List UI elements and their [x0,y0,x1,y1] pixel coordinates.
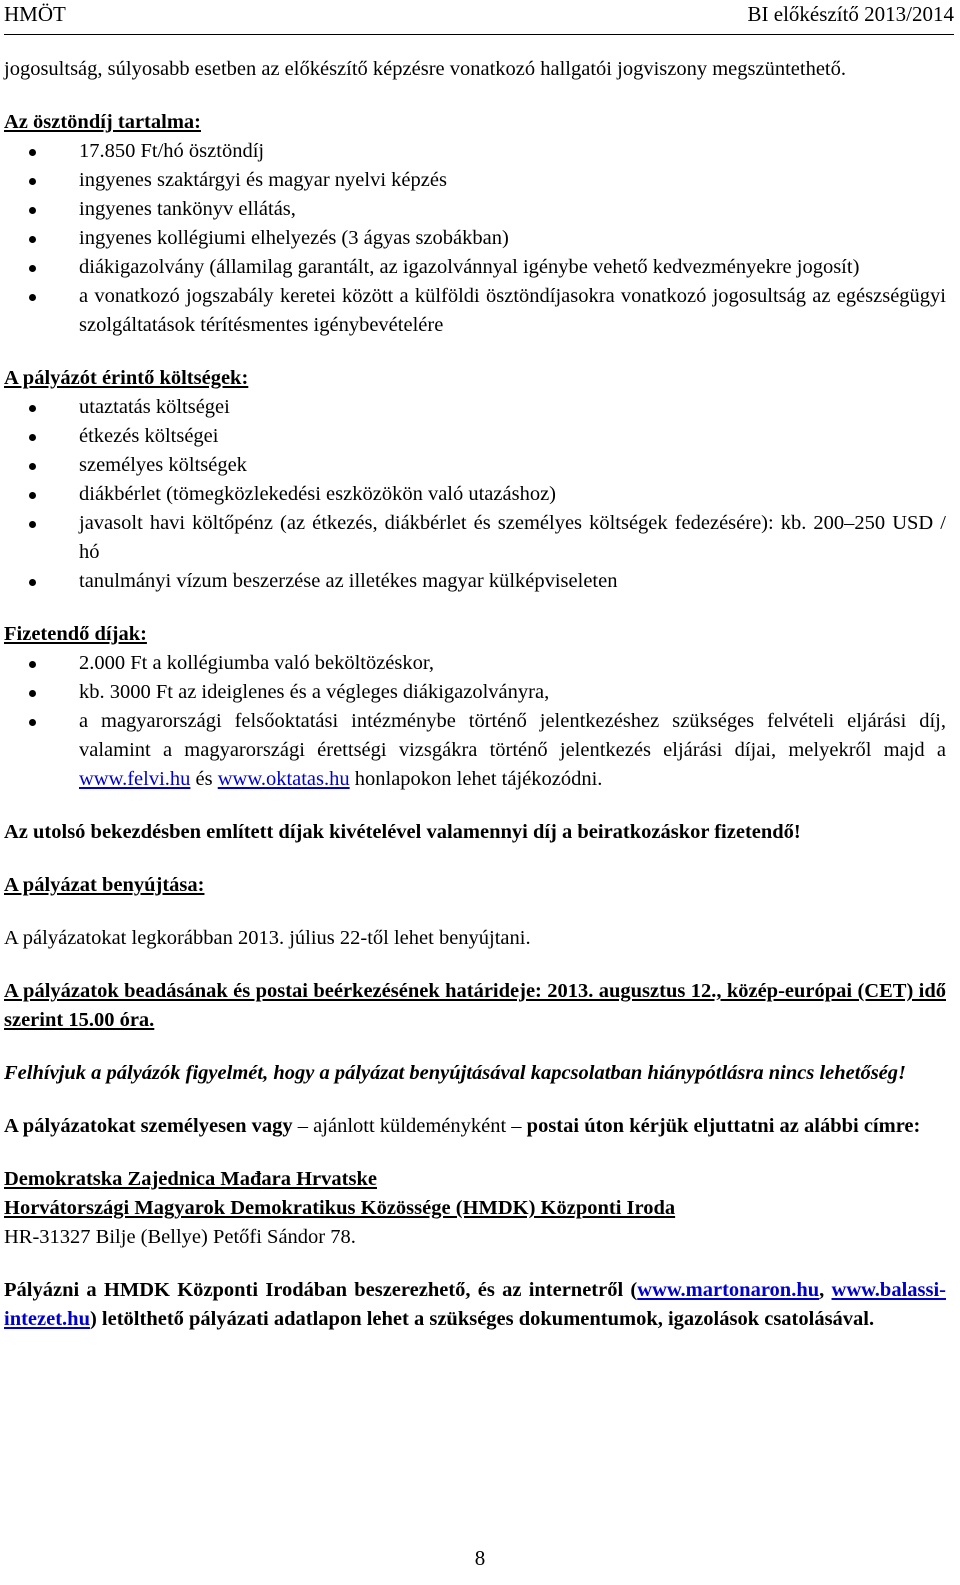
martonaron-link[interactable]: www.martonaron.hu [637,1279,820,1301]
final-paragraph [4,1276,946,1334]
send-part-3: postai úton kérjük eljuttatni az alábbi címre: [526,1115,921,1137]
send-part-2: – ajánlott küldeményként – [297,1115,522,1137]
header-left: HMÖT [4,2,66,26]
list-item: személyes költségek [4,451,946,480]
list-item: utaztatás költségei [4,393,946,422]
fees-item-between: és [195,768,213,790]
felvi-link[interactable]: www.felvi.hu [79,768,191,790]
final-part-1: Pályázni a HMDK Központi Irodában beszerezhető, és az internetről ( [4,1279,638,1301]
submission-earliest: A pályázatokat legkorábban 2013. július 22-től lehet benyújtani. [4,927,531,949]
submission-instructions [4,1112,946,1141]
list-item: diákigazolvány (államilag garantált, az igazolvánnyal igénybe vehető kedvezményekre jogosít) [4,253,946,282]
page-header [4,0,954,35]
list-item: 2.000 Ft a kollégiumba való beköltözéskor, [4,649,946,678]
submission-heading: A pályázat benyújtása: [4,874,205,896]
costs-heading: A pályázót érintő költségek: [4,367,249,389]
document-body [4,55,946,1334]
list-item: étkezés költségei [4,422,946,451]
list-item: tanulmányi vízum beszerzése az illetékes magyar külképviseleten [4,567,946,596]
content-list [4,137,946,340]
list-item: ingyenes tankönyv ellátás, [4,195,946,224]
fees-list [4,649,946,794]
oktatas-link[interactable]: www.oktatas.hu [217,768,350,790]
final-separator: , [819,1279,832,1301]
intro-paragraph: jogosultság, súlyosabb esetben az előkészítő képzésre vonatkozó hallgatói jogviszony megszüntethető. [4,58,846,80]
fees-heading: Fizetendő díjak: [4,623,147,645]
content-heading: Az ösztöndíj tartalma: [4,111,201,133]
fees-item-tail: honlapokon lehet tájékozódni. [354,768,603,790]
final-part-2: ) letölthető pályázati adatlapon lehet a szükséges dokumentumok, igazolások csatolásával. [89,1308,875,1330]
costs-list [4,393,946,596]
fees-item-text: a magyarországi felsőoktatási intézménybe történő jelentkezéshez szükséges felvételi eljárási díj, valamint a magyarországi érettségi vizsgákra történő jelentkezés eljárási díjai, melyekről majd a [79,710,946,761]
address-line-1: Demokratska Zajednica Mađara Hrvatske [4,1168,377,1190]
submission-deadline: A pályázatok beadásának és postai beérkezésének határideje: 2013. augusztus 12., közép-európai (CET) idő szerint 15.00 óra. [4,980,946,1031]
list-item: kb. 3000 Ft az ideiglenes és a végleges diákigazolványra, [4,678,946,707]
list-item: ingyenes kollégiumi elhelyezés (3 ágyas szobákban) [4,224,946,253]
list-item: a vonatkozó jogszabály keretei között a külföldi ösztöndíjasokra vonatkozó jogosultság az egészségügyi szolgáltatások térítésmentes igénybevételére [4,282,946,340]
page-number: 8 [474,1546,486,1570]
list-item: ingyenes szaktárgyi és magyar nyelvi képzés [4,166,946,195]
submission-warning: Felhívjuk a pályázók figyelmét, hogy a pályázat benyújtásával kapcsolatban hiánypótlásra nincs lehetőség! [4,1062,906,1084]
header-right: BI előkészítő 2013/2014 [747,2,954,26]
list-item: 17.850 Ft/hó ösztöndíj [4,137,946,166]
send-part-1: A pályázatokat személyesen vagy [4,1115,293,1137]
address-line-3: HR-31327 Bilje (Bellye) Petőfi Sándor 78. [4,1226,356,1248]
list-item: diákbérlet (tömegközlekedési eszközökön való utazáshoz) [4,480,946,509]
address-block [4,1165,946,1252]
list-item: javasolt havi költőpénz (az étkezés, diákbérlet és személyes költségek fedezésére): kb. 200–250 USD / hó [4,509,946,567]
fees-note: Az utolsó bekezdésben említett díjak kivételével valamennyi díj a beiratkozáskor fizetendő! [4,821,801,843]
address-line-2: Horvátországi Magyarok Demokratikus Közössége (HMDK) Központi Iroda [4,1197,676,1219]
list-item [4,707,946,794]
balassi-link[interactable]: www.balassi-intezet.hu [4,1279,946,1330]
